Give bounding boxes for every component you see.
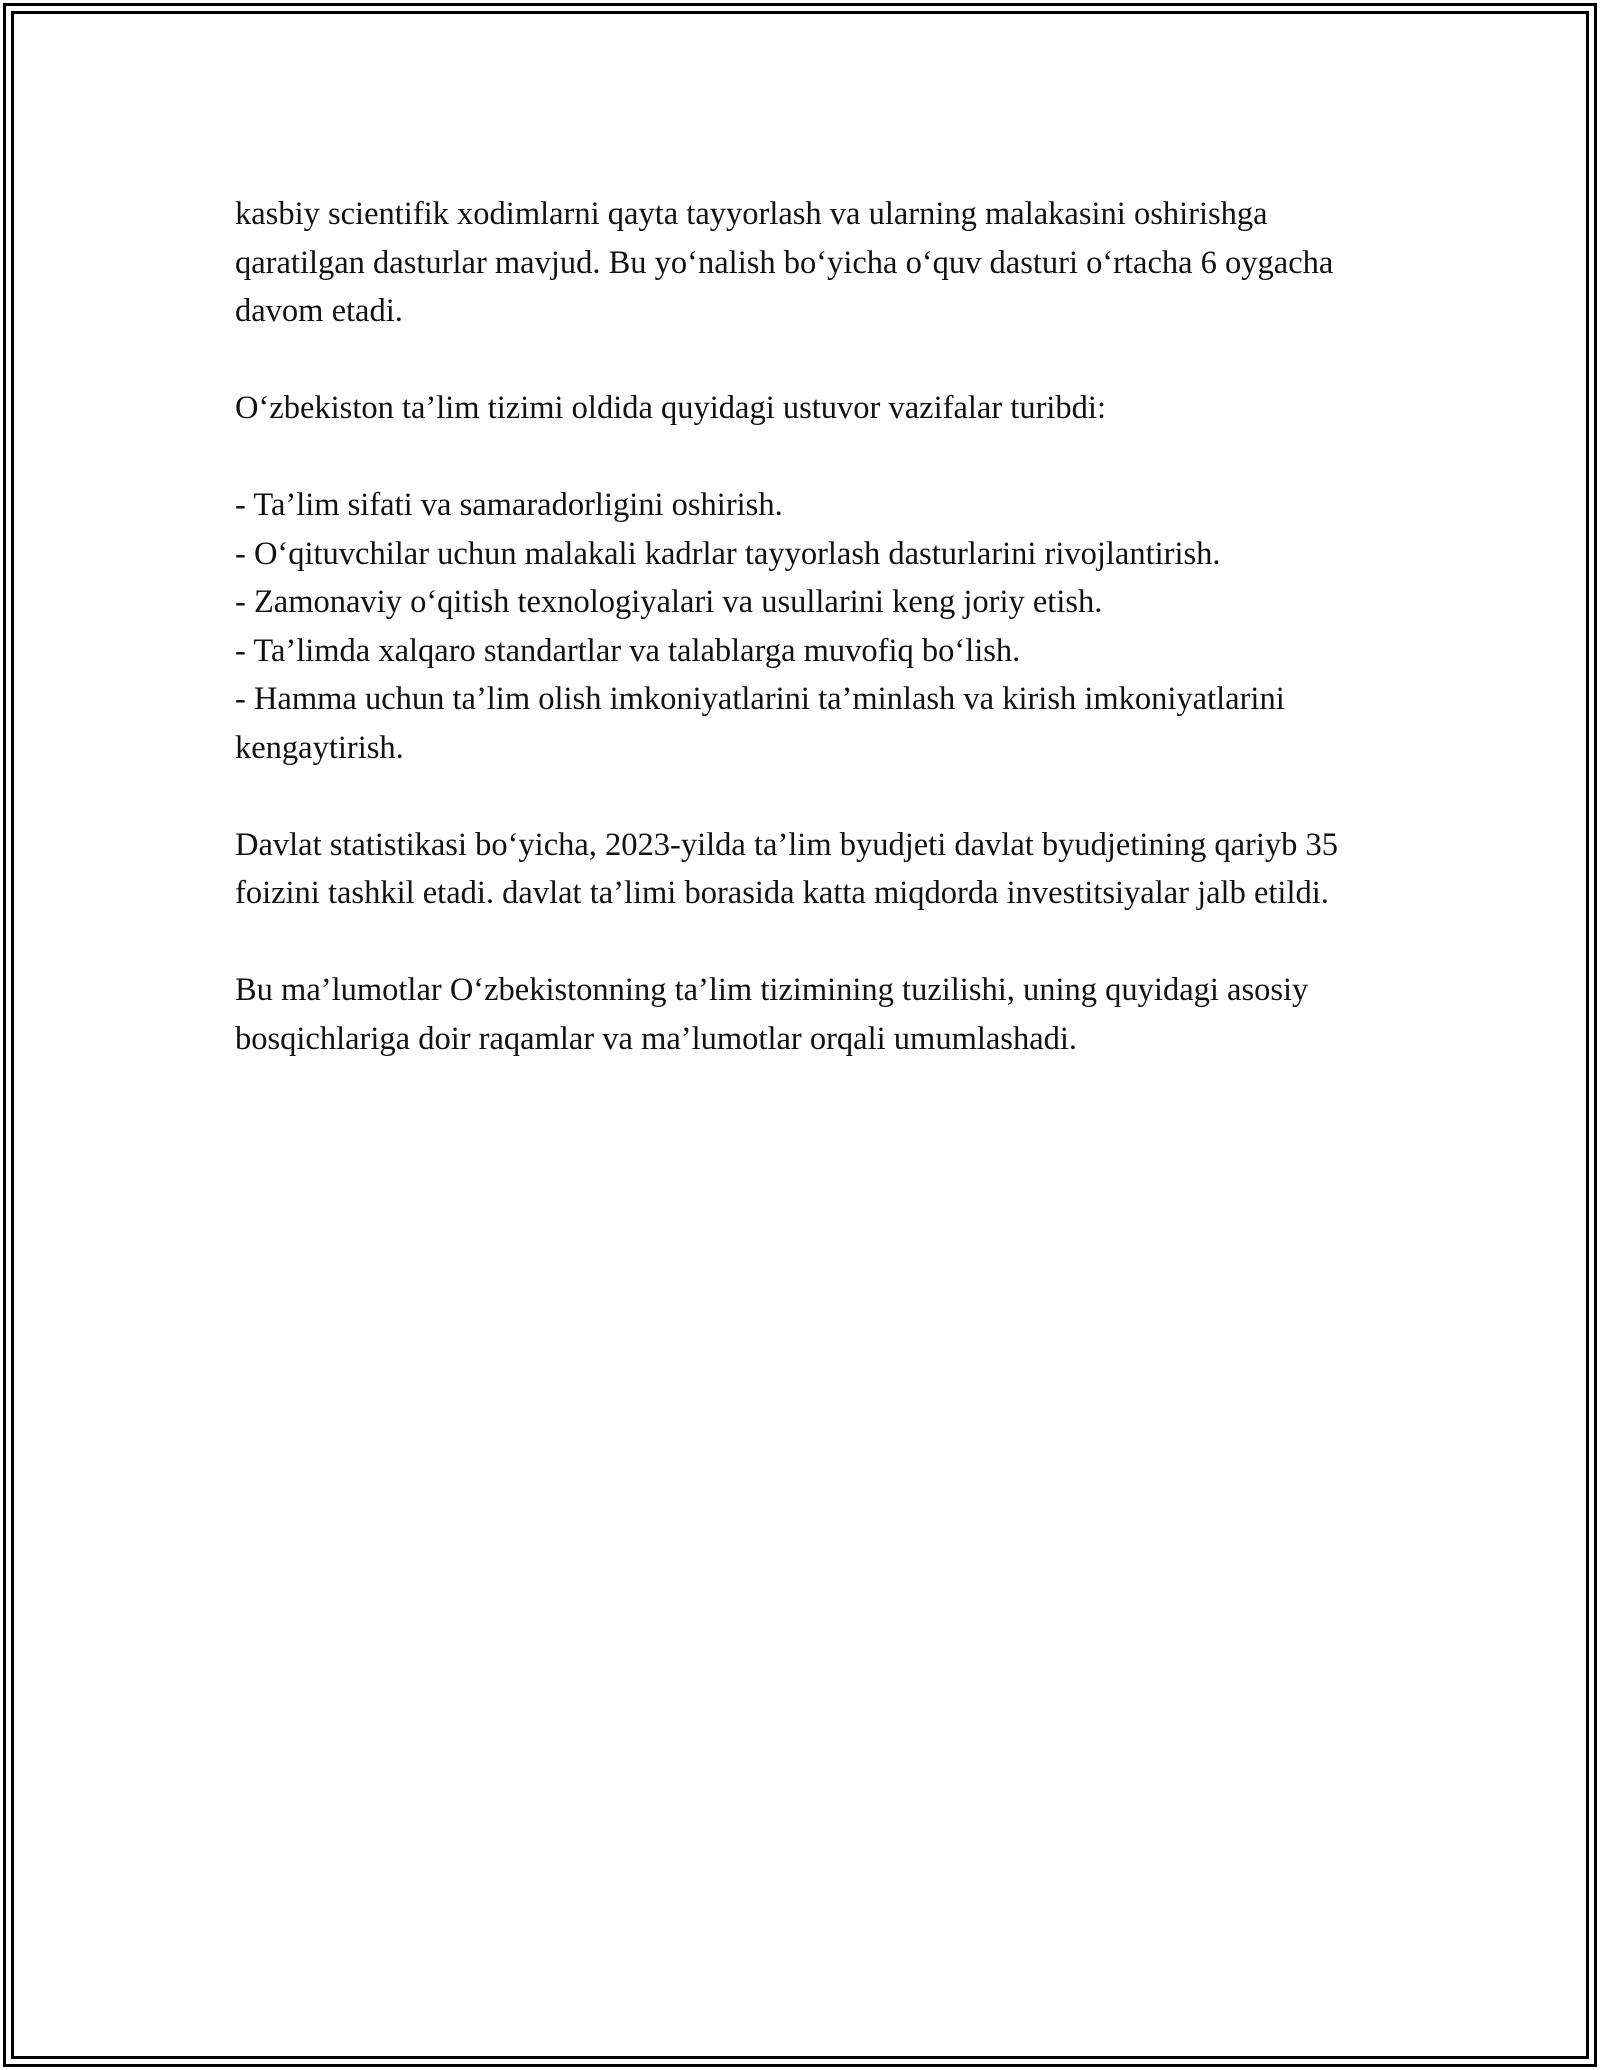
- list-item: - Ta’lim sifati va samaradorligini oshirish.: [235, 487, 783, 523]
- list-item: - Zamonaviy o‘qitish texnologiyalari va usullarini keng joriy etish.: [235, 584, 1103, 620]
- paragraph-priority-tasks-intro: O‘zbekiston ta’lim tizimi oldida quyidagi ustuvor vazifalar turibdi:: [235, 390, 1106, 426]
- priority-tasks-list: [235, 481, 1375, 772]
- list-item: - Hamma uchun ta’lim olish imkoniyatlarini ta’minlash va kirish imkoniyatlarini kengaytirish.: [235, 681, 1285, 766]
- paragraph-training-programs: kasbiy scientifik xodimlarni qayta tayyorlash va ularning malakasini oshirishga qaratilgan dasturlar mavjud. Bu yo‘nalish bo‘yicha o‘quv dasturi o‘rtacha 6 oygacha davom etadi.: [235, 196, 1334, 329]
- list-item: - Ta’limda xalqaro standartlar va talablarga muvofiq bo‘lish.: [235, 632, 1021, 669]
- paragraph-summary: Bu ma’lumotlar O‘zbekistonning ta’lim tizimining tuzilishi, uning quyidagi asosiy bosqichlariga doir raqamlar va ma’lumotlar orqali umumlashadi.: [235, 972, 1309, 1057]
- list-item: - O‘qituvchilar uchun malakali kadrlar tayyorlash dasturlarini rivojlantirish.: [235, 535, 1221, 572]
- document-body: [235, 190, 1375, 1112]
- paragraph-budget-statistics: Davlat statistikasi bo‘yicha, 2023-yilda ta’lim byudjeti davlat byudjetining qariyb 35 foizini tashkil etadi. davlat ta’limi borasida katta miqdorda investitsiyalar jalb etildi.: [235, 826, 1338, 911]
